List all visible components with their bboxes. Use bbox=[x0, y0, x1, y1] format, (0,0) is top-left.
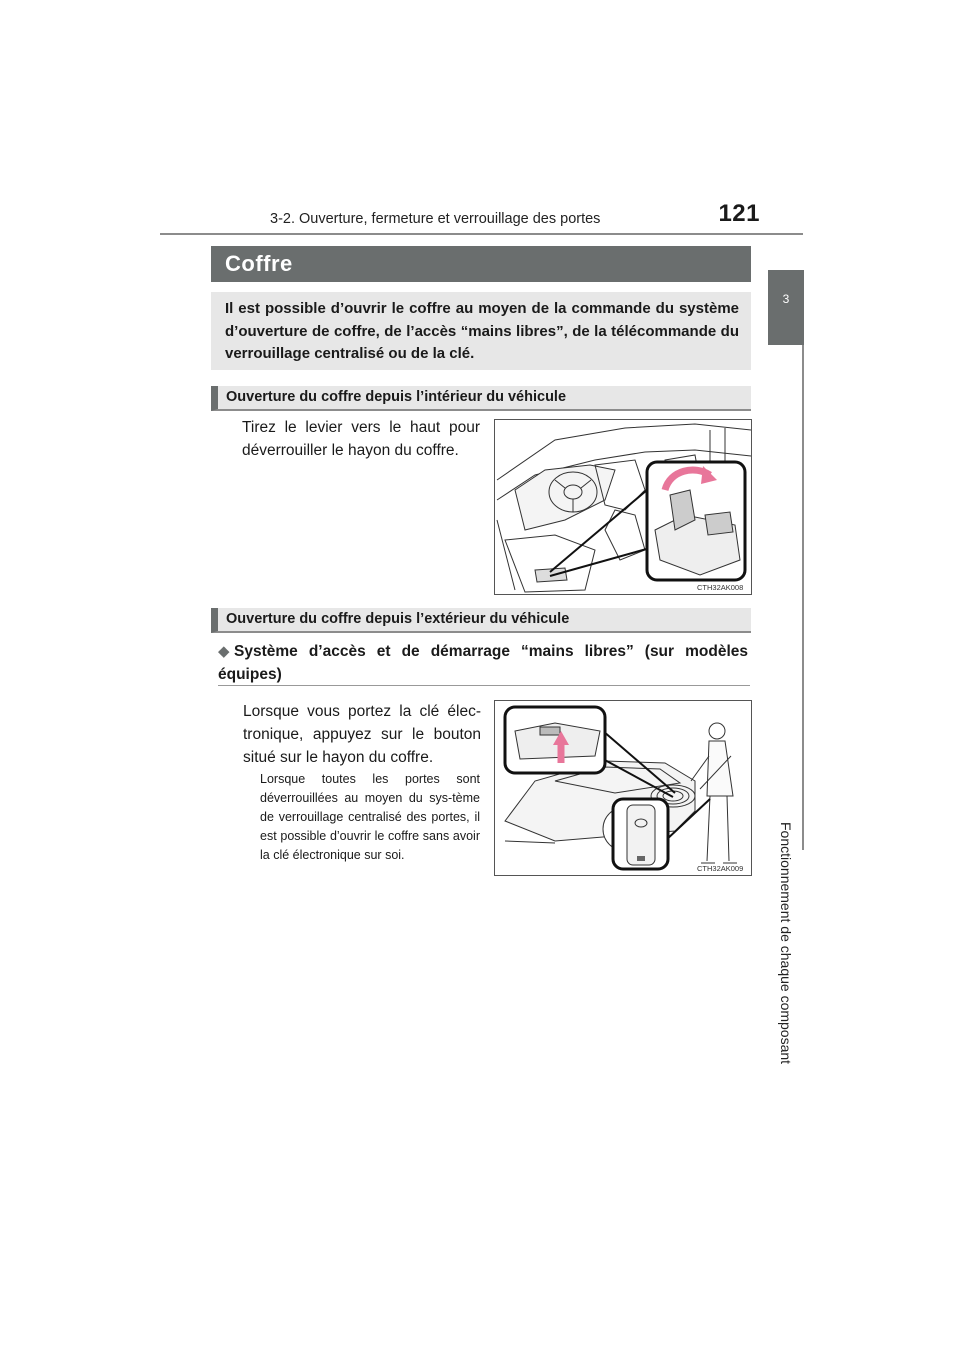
exterior-button-illustration bbox=[495, 701, 751, 875]
figure-interior-lever bbox=[494, 419, 752, 595]
subheading-outside-text: Ouverture du coffre depuis l’extérieur du véhicule bbox=[226, 611, 570, 627]
running-header-section: 3-2. Ouverture, fermeture et verrouillage des portes bbox=[270, 211, 601, 227]
note-text: Lorsque toutes les portes sont déverrouillées au moyen du sys-tème de verrouillage centralisé des portes, il est possible d’ouvrir le coffre sans avoir la clé électronique sur soi. bbox=[260, 772, 480, 862]
subheading-outside bbox=[211, 608, 751, 633]
header-rule bbox=[160, 233, 803, 235]
instruction-inside: Tirez le levier vers le haut pour déverrouiller le hayon du coffre. bbox=[242, 419, 480, 459]
diamond-bullet-icon: ◆ bbox=[218, 643, 230, 660]
chapter-number: 3 bbox=[782, 292, 790, 306]
feature-heading-rule bbox=[218, 685, 750, 686]
figure-inside-code: CTH32AK008 bbox=[697, 583, 744, 592]
intro-box bbox=[211, 292, 751, 370]
feature-heading-text: Système d’accès et de démarrage “mains libres” (sur modèles équipes) bbox=[218, 643, 748, 683]
note bbox=[260, 770, 480, 865]
figure-outside-code: CTH32AK009 bbox=[697, 864, 744, 873]
page-title-bar bbox=[211, 246, 751, 282]
page-number: 121 bbox=[718, 200, 760, 227]
intro-text: Il est possible d’ouvrir le coffre au moyen de la commande du système d’ouverture de coffre, de l’accès “mains libres”, de la télécommande du verrouillage centralisé ou de la clé. bbox=[225, 300, 739, 362]
chapter-number-box bbox=[768, 270, 804, 345]
subheading-inside bbox=[211, 386, 751, 411]
chapter-tab bbox=[768, 270, 804, 1065]
chapter-title: Fonctionnement de chaque composant bbox=[778, 822, 794, 1065]
instruction-outside: Lorsque vous portez la clé élec-tronique, appuyez sur le bouton situé sur le hayon du coffre. bbox=[243, 703, 481, 766]
figure-exterior-button bbox=[494, 700, 752, 876]
interior-lever-illustration bbox=[495, 420, 751, 594]
subheading-inside-text: Ouverture du coffre depuis l’intérieur du véhicule bbox=[226, 389, 567, 405]
feature-heading bbox=[218, 640, 748, 686]
chapter-tab-line bbox=[802, 345, 804, 850]
page-title: Coffre bbox=[225, 251, 293, 276]
